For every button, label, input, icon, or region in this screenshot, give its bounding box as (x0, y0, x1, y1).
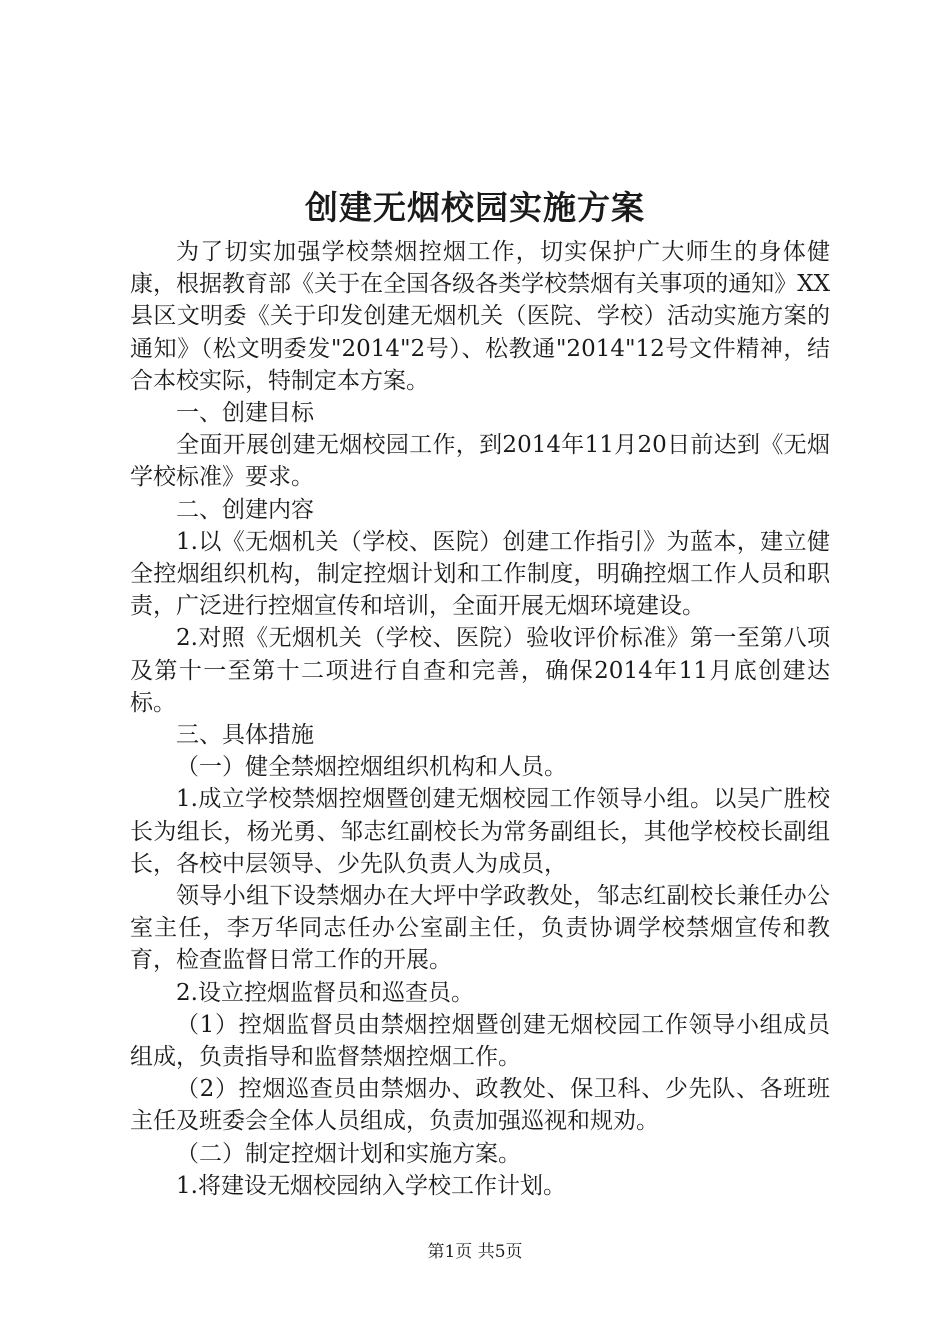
section-heading-goal: 一、创建目标 (176, 400, 314, 427)
paragraph-content-1: 1.以《无烟机关（学校、医院）创建工作指引》为蓝本，建立健全控烟组织机构，制定控烟计划和工作制度，明确控烟工作人员和职责，广泛进行控烟宣传和培训，全面开展无烟环境建设。 (130, 528, 830, 620)
paragraph-inspectors: （2）控烟巡查员由禁烟办、政教处、保卫科、少先队、各班班主任及班委会全体人员组成，负责加强巡视和规劝。 (130, 1076, 830, 1135)
paragraph-intro: 为了切实加强学校禁烟控烟工作，切实保护广大师生的身体健康，根据教育部《关于在全国各级各类学校禁烟有关事项的通知》XX县区文明委《关于印发创建无烟机关（医院、学校）活动实施方案的通知》（松文明委发"2014"2号）、松教通"2014"12号文件精神，结合本校实际，特制定本方案。 (130, 239, 830, 394)
subsection-heading-organization: （一）健全禁烟控烟组织机构和人员。 (176, 754, 567, 781)
paragraph-measures-2: 2.设立控烟监督员和巡查员。 (176, 979, 474, 1006)
document-body (130, 236, 830, 1202)
section-heading-content: 二、创建内容 (176, 496, 314, 523)
paragraph-measures-1: 1.成立学校禁烟控烟暨创建无烟校园工作领导小组。以吴广胜校长为组长，杨光勇、邹志红副校长为常务副组长，其他学校校长副组长，各校中层领导、少先队负责人为成员， (130, 786, 830, 877)
paragraph-plan-1: 1.将建设无烟校园纳入学校工作计划。 (176, 1172, 566, 1199)
page-footer: 第1页 共5页 (427, 1242, 523, 1262)
document-title: 创建无烟校园实施方案 (305, 188, 645, 227)
paragraph-leading-group: 领导小组下设禁烟办在大坪中学政教处，邹志红副校长兼任办公室主任，李万华同志任办公室副主任，负责协调学校禁烟宣传和教育，检查监督日常工作的开展。 (130, 883, 830, 974)
subsection-heading-plan: （二）制定控烟计划和实施方案。 (176, 1140, 521, 1167)
paragraph-supervisors: （1）控烟监督员由禁烟控烟暨创建无烟校园工作领导小组成员组成，负责指导和监督禁烟控烟工作。 (130, 1011, 830, 1071)
paragraph-content-2: 2.对照《无烟机关（学校、医院）验收评价标准》第一至第八项及第十一至第十二项进行自查和完善，确保2014年11月底创建达标。 (130, 625, 830, 716)
paragraph-goal: 全面开展创建无烟校园工作，到2014年11月20日前达到《无烟学校标准》要求。 (130, 432, 830, 491)
section-heading-measures: 三、具体措施 (176, 722, 314, 749)
